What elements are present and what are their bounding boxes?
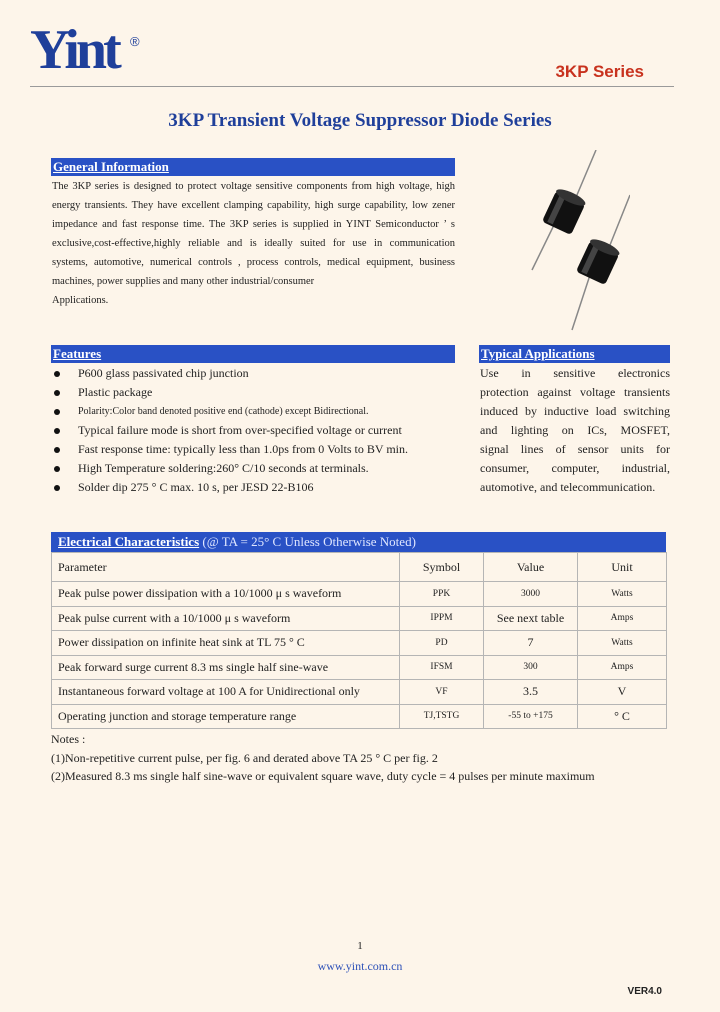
feature-text: Polarity:Color band denoted positive end (cathode) except Bidirectional. [78, 406, 369, 417]
feature-item [52, 364, 462, 383]
parameter-cell: Peak pulse current with a 10/1000 μ s waveform [52, 606, 400, 631]
unit-cell: Watts [578, 631, 667, 656]
application-line: and lighting on ICs, MOSFET, [480, 423, 670, 437]
parameter-cell: Power dissipation on infinite heat sink at TL 75 ° C [52, 631, 400, 656]
table-row [52, 704, 667, 729]
electrical-table [51, 552, 667, 729]
page-number: 1 [357, 940, 363, 952]
general-line: energy transients. They have excellent clamping capability, high surge capability, low zener [52, 200, 455, 211]
column-header: Parameter [52, 553, 400, 582]
website-link[interactable]: www.yint.com.cn [317, 959, 403, 973]
feature-item [52, 459, 462, 478]
symbol-cell: PPK [400, 582, 484, 607]
value-cell: 300 [484, 655, 578, 680]
bullet-icon [54, 409, 60, 415]
parameter-cell: Peak forward surge current 8.3 ms single half sine-wave [52, 655, 400, 680]
feature-text: P600 glass passivated chip junction [78, 366, 249, 380]
general-line: The 3KP series is designed to protect voltage sensitive components from high voltage, high [52, 181, 455, 192]
version-label: VER4.0 [627, 986, 662, 997]
table-row [52, 655, 667, 680]
bullet-icon [54, 466, 60, 472]
value-cell: See next table [484, 606, 578, 631]
value-cell: 7 [484, 631, 578, 656]
general-line: systems, automotive, numerical controls , process controls, medical equipment, business [52, 257, 455, 268]
symbol-cell: IPPM [400, 606, 484, 631]
feature-item [52, 478, 462, 497]
feature-text: Typical failure mode is short from over-specified voltage or current [78, 423, 402, 437]
application-line: signal lines of sensor units for [480, 442, 670, 456]
application-line: automotive, and telecommunication. [480, 480, 656, 494]
electrical-characteristics-heading [51, 532, 666, 552]
electrical-heading-text: Electrical Characteristics [58, 534, 200, 549]
feature-item [52, 383, 462, 402]
diode-illustration [520, 150, 630, 345]
unit-cell: Amps [578, 606, 667, 631]
logo-text: Yint [30, 22, 118, 72]
table-header-row [52, 553, 667, 582]
value-cell: 3000 [484, 582, 578, 607]
table-row [52, 631, 667, 656]
series-label: 3KP Series [555, 62, 644, 81]
application-line: Use in sensitive electronics [480, 366, 670, 380]
notes-heading: Notes : [51, 732, 86, 746]
features-heading: Features [51, 345, 455, 363]
unit-cell: Watts [578, 582, 667, 607]
note-item: (2)Measured 8.3 ms single half sine-wave or equivalent square wave, duty cycle = 4 pulses per minute maximum [51, 769, 595, 783]
parameter-cell: Instantaneous forward voltage at 100 A for Unidirectional only [52, 680, 400, 705]
table-row [52, 680, 667, 705]
parameter-cell: Peak pulse power dissipation with a 10/1000 μ s waveform [52, 582, 400, 607]
bullet-icon [54, 428, 60, 434]
feature-text: Plastic package [78, 385, 153, 399]
feature-item [52, 402, 462, 421]
electrical-condition: (@ TA = 25° C Unless Otherwise Noted) [202, 534, 416, 549]
feature-text: Fast response time: typically less than 1.0ps from 0 Volts to BV min. [78, 442, 408, 456]
general-information-heading: General Information [51, 158, 455, 176]
column-header: Symbol [400, 553, 484, 582]
feature-text: Solder dip 275 ° C max. 10 s, per JESD 22-B106 [78, 480, 314, 494]
unit-cell: ° C [578, 704, 667, 729]
bullet-icon [54, 447, 60, 453]
value-cell: 3.5 [484, 680, 578, 705]
note-item: (1)Non-repetitive current pulse, per fig. 6 and derated above TA 25 ° C per fig. 2 [51, 751, 438, 765]
application-line: protection against voltage transients [480, 385, 670, 399]
table-row [52, 582, 667, 607]
bullet-icon [54, 485, 60, 491]
feature-text: High Temperature soldering:260° C/10 seconds at terminals. [78, 461, 369, 475]
header-divider [30, 86, 674, 87]
page-title: 3KP Transient Voltage Suppressor Diode Series [168, 110, 552, 131]
general-line: machines, power supplies and many other industrial/consumer [52, 276, 315, 287]
general-line: impedance and fast response time. The 3KP series is supplied in YINT Semiconductor ’ s [52, 219, 455, 230]
feature-item [52, 421, 462, 440]
application-line: consumer, computer, industrial, [480, 461, 670, 475]
symbol-cell: TJ,TSTG [400, 704, 484, 729]
value-cell: -55 to +175 [484, 704, 578, 729]
feature-item [52, 440, 462, 459]
application-line: induced by inductive load switching [480, 404, 670, 418]
symbol-cell: PD [400, 631, 484, 656]
column-header: Value [484, 553, 578, 582]
general-line: Applications. [52, 295, 109, 306]
parameter-cell: Operating junction and storage temperature range [52, 704, 400, 729]
symbol-cell: VF [400, 680, 484, 705]
registered-mark: ® [130, 34, 140, 49]
yint-logo [30, 22, 130, 77]
unit-cell: V [578, 680, 667, 705]
unit-cell: Amps [578, 655, 667, 680]
table-row [52, 606, 667, 631]
bullet-icon [54, 390, 60, 396]
bullet-icon [54, 371, 60, 377]
typical-applications-heading: Typical Applications [479, 345, 670, 363]
general-line: exclusive,cost-effective,highly reliable and is ideally suited for use in communication [52, 238, 455, 249]
column-header: Unit [578, 553, 667, 582]
symbol-cell: IFSM [400, 655, 484, 680]
